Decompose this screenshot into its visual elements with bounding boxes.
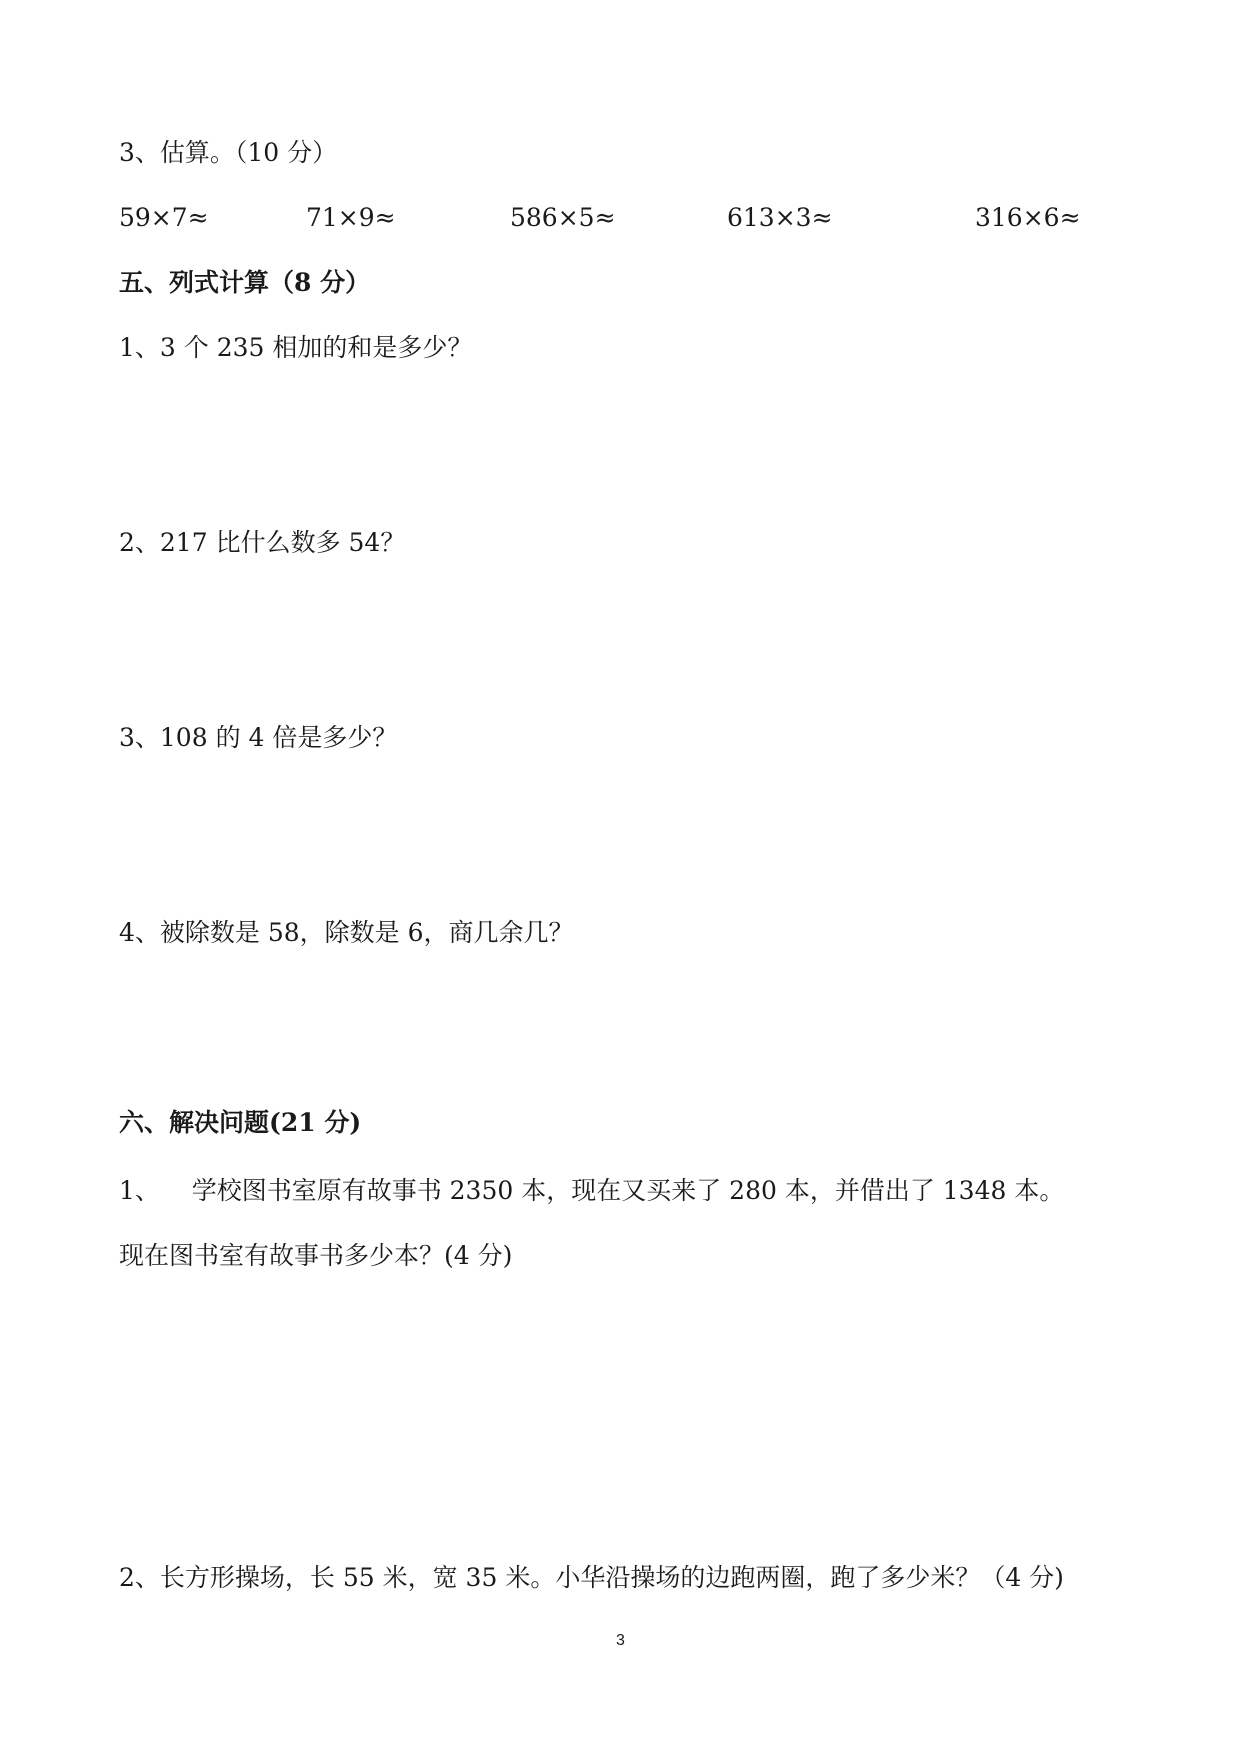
section5-question-2: 2、217 比什么数多 54？: [119, 528, 406, 557]
estimation-item-5: 316×6≈: [975, 203, 1081, 232]
section5-question-4: 4、被除数是 58，除数是 6，商几余几？: [119, 918, 574, 947]
section6-question-2: 2、长方形操场，长 55 米，宽 35 米。小华沿操场的边跑两圈，跑了多少米？（4 分): [119, 1563, 1064, 1592]
section5-question-3: 3、108 的 4 倍是多少？: [119, 723, 398, 752]
section6-question-1-line-1: 1、 学校图书室原有故事书 2350 本，现在又买来了 280 本，并借出了 1348 本。: [119, 1176, 1065, 1205]
section5-question-1: 1、3 个 235 相加的和是多少？: [119, 333, 473, 362]
section5-heading: 五、列式计算（8 分）: [119, 268, 371, 297]
section6-heading: 六、解决问题(21 分): [119, 1108, 362, 1137]
estimation-item-1: 59×7≈: [119, 203, 209, 232]
estimation-item-2: 71×9≈: [306, 203, 396, 232]
estimation-item-4: 613×3≈: [727, 203, 833, 232]
estimation-heading: 3、估算。（10 分）: [119, 138, 338, 167]
estimation-item-3: 586×5≈: [510, 203, 616, 232]
page-number: 3: [616, 1632, 625, 1649]
section6-question-1-line-2: 现在图书室有故事书多少本？(4 分): [119, 1241, 513, 1270]
